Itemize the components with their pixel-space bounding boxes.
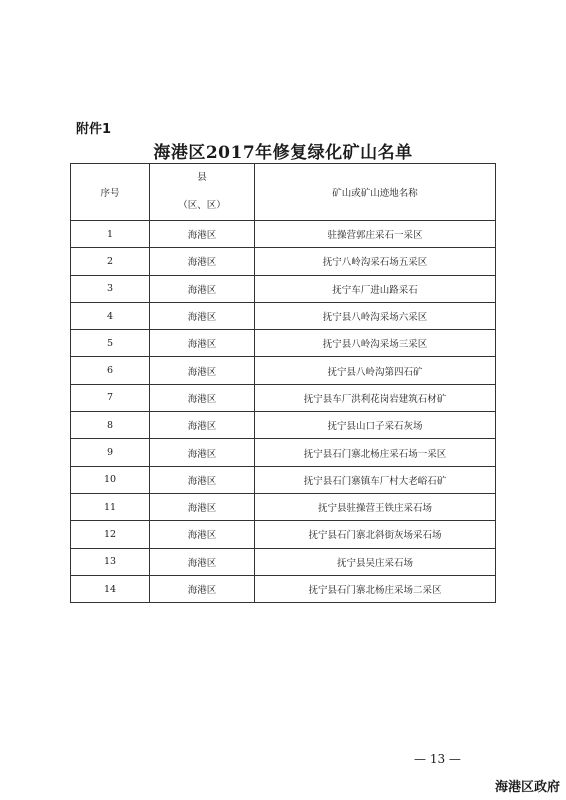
row-site: 抚宁车厂进山路采石	[255, 275, 496, 302]
table-row	[71, 384, 496, 411]
row-county: 海港区	[150, 221, 255, 248]
attachment-label: 附件1	[76, 122, 112, 137]
row-county: 海港区	[150, 412, 255, 439]
row-county: 海港区	[150, 493, 255, 520]
row-index: 11	[71, 493, 150, 520]
row-site: 抚宁县八岭沟采场六采区	[255, 302, 496, 329]
row-county: 海港区	[150, 248, 255, 275]
table-row	[71, 548, 496, 575]
page-number: — 13 —	[414, 752, 461, 766]
table-row	[71, 275, 496, 302]
row-index: 12	[71, 521, 150, 548]
row-site: 抚宁县石门寨镇车厂村大老峪石矿	[255, 466, 496, 493]
row-index: 8	[71, 412, 150, 439]
row-county: 海港区	[150, 275, 255, 302]
table-row	[71, 521, 496, 548]
row-index: 4	[71, 302, 150, 329]
table-row	[71, 302, 496, 329]
row-site: 抚宁县山口子采石灰场	[255, 412, 496, 439]
table-row	[71, 493, 496, 520]
header-index: 序号	[71, 164, 150, 221]
row-index: 3	[71, 275, 150, 302]
row-county: 海港区	[150, 521, 255, 548]
mine-list-table	[70, 163, 496, 603]
row-county: 海港区	[150, 466, 255, 493]
header-county-line2: （区、区）	[178, 200, 226, 211]
table-row	[71, 439, 496, 466]
table-row	[71, 412, 496, 439]
table-row	[71, 357, 496, 384]
header-county	[150, 164, 255, 221]
row-index: 1	[71, 221, 150, 248]
row-index: 9	[71, 439, 150, 466]
row-site: 抚宁县八岭沟采场三采区	[255, 330, 496, 357]
row-site: 抚宁县八岭沟第四石矿	[255, 357, 496, 384]
row-county: 海港区	[150, 575, 255, 602]
row-site: 抚宁县石门寨北斜街灰场采石场	[255, 521, 496, 548]
row-county: 海港区	[150, 548, 255, 575]
row-county: 海港区	[150, 439, 255, 466]
row-county: 海港区	[150, 384, 255, 411]
table-row	[71, 221, 496, 248]
row-county: 海港区	[150, 357, 255, 384]
row-site: 抚宁县车厂洪利花岗岩建筑石材矿	[255, 384, 496, 411]
row-index: 6	[71, 357, 150, 384]
header-county-line1: 县	[197, 172, 207, 183]
row-site: 驻操营郭庄采石一采区	[255, 221, 496, 248]
row-site: 抚宁县石门寨北杨庄采场二采区	[255, 575, 496, 602]
table-row	[71, 575, 496, 602]
document-title: 海港区2017年修复绿化矿山名单	[153, 143, 413, 163]
row-site: 抚宁八岭沟采石场五采区	[255, 248, 496, 275]
table-row	[71, 248, 496, 275]
header-site: 矿山或矿山迹地名称	[255, 164, 496, 221]
row-site: 抚宁县石门寨北杨庄采石场一采区	[255, 439, 496, 466]
row-site: 抚宁县吴庄采石场	[255, 548, 496, 575]
row-county: 海港区	[150, 330, 255, 357]
table-row	[71, 466, 496, 493]
row-index: 7	[71, 384, 150, 411]
row-index: 14	[71, 575, 150, 602]
row-county: 海港区	[150, 302, 255, 329]
row-index: 10	[71, 466, 150, 493]
row-index: 5	[71, 330, 150, 357]
row-index: 13	[71, 548, 150, 575]
row-index: 2	[71, 248, 150, 275]
row-site: 抚宁县驻操营王铁庄采石场	[255, 493, 496, 520]
table-row	[71, 330, 496, 357]
table-header-row	[71, 164, 496, 221]
footer-watermark: 海港区政府	[494, 780, 560, 795]
